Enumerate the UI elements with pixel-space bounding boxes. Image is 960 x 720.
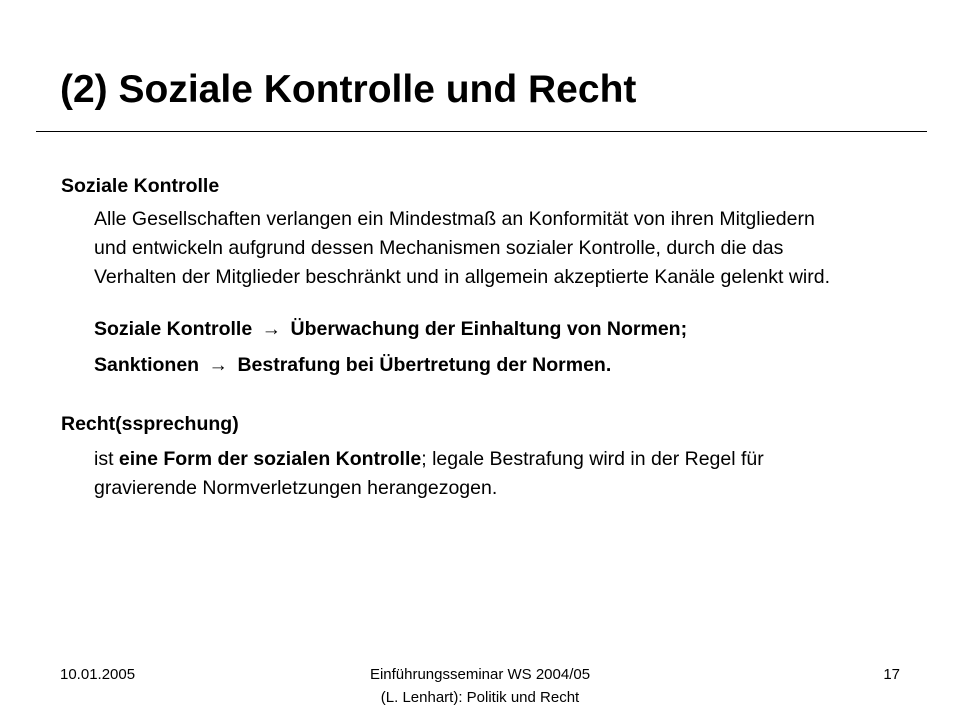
rule-definition: Bestrafung bei Übertretung der Normen. (237, 354, 612, 376)
footer-page-number: 17 (883, 666, 900, 683)
rule-term: Soziale Kontrolle (94, 318, 253, 340)
footer-date: 10.01.2005 (60, 666, 136, 683)
rule-line-soziale-kontrolle (94, 315, 921, 344)
footer-course-line2: (L. Lenhart): Politik und Recht (380, 689, 580, 706)
arrow-right-icon: → (261, 318, 282, 340)
title-divider (36, 131, 927, 132)
spacer (61, 292, 921, 315)
rule-line-sanktionen (94, 351, 921, 380)
rule-term: Sanktionen (94, 354, 200, 376)
spacer (61, 380, 921, 410)
paragraph-recht (94, 445, 839, 503)
arrow-right-icon: → (208, 354, 229, 376)
slide-content (61, 172, 921, 503)
paragraph-recht-pre: ist (94, 448, 119, 470)
paragraph-recht-bold: eine Form der sozialen Kontrolle (118, 448, 422, 470)
paragraph-soziale-kontrolle: Alle Gesellschaften verlangen ein Mindestmaß an Konformität von ihren Mitgliedern und entwickeln aufgrund dessen Mechanismen sozialer Kontrolle, durch die das Verhalten der Mitglieder beschränkt und in allgemein akzeptierte Kanäle gelenkt wird. (94, 208, 831, 288)
section-heading-recht: Recht(ssprechung) (61, 413, 239, 435)
footer-course-line1: Einführungsseminar WS 2004/05 (369, 666, 591, 683)
spacer (61, 344, 921, 351)
section-heading-soziale-kontrolle: Soziale Kontrolle (61, 175, 220, 197)
paragraph-recht-post: ; legale Bestrafung wird in der Regel für gravierende Normverletzungen herangezogen. (94, 448, 764, 499)
footer-course (240, 663, 720, 709)
slide-title: (2) Soziale Kontrolle und Recht (60, 68, 637, 111)
rule-definition: Überwachung der Einhaltung von Normen; (290, 318, 688, 340)
